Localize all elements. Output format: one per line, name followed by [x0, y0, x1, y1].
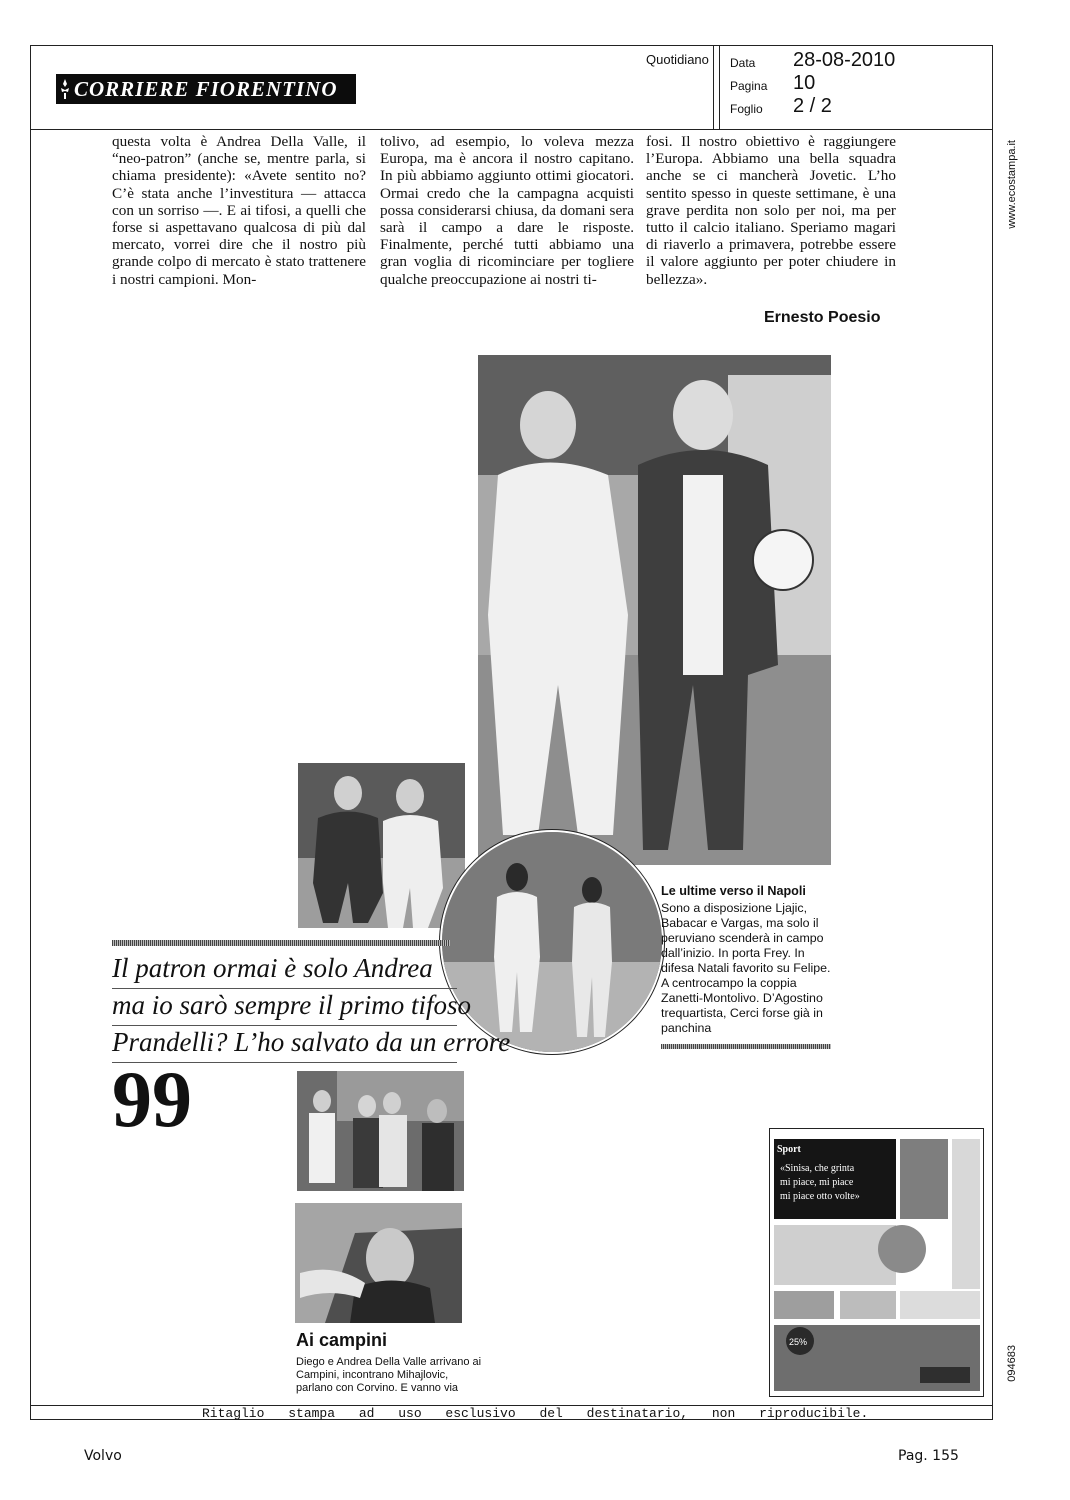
pagina-value: 10: [793, 72, 816, 94]
footer-client: Volvo: [84, 1448, 122, 1464]
article-text-2: tolivo, ad esempio, lo voleva mezza Europa, ma è ancora il nostro capitano. In più abbiamo aggiunto ottimi giocatori. Ormai credo che la campagna acquisti possa considerarsi chiusa, da domani sera sarà il campo a dare le risposte. Finalmente, perché tutti abbiamo una gran voglia di ricominciare per togliere qualche preoccupazione ai nostri ti-: [380, 133, 634, 288]
article-column-3: [646, 133, 896, 288]
foglio-value: 2 / 2: [793, 95, 832, 117]
caption-campini-text: Diego e Andrea Della Valle arrivano ai Campini, incontrano Mihajlovic, parlano con Corvino. E vanno via: [296, 1356, 482, 1394]
caption-campini-title: Ai campini: [296, 1330, 388, 1350]
quote-pattern-bar: [112, 940, 450, 946]
photo-car: [295, 1203, 462, 1323]
caption-napoli-bar: [661, 1044, 831, 1049]
quote-line-1: Il patron ormai è solo Andrea: [112, 953, 433, 983]
thumb-headline-2: mi piace, mi piace: [780, 1177, 854, 1188]
data-value: 28-08-2010: [793, 49, 896, 71]
quote-rule-2: [112, 1025, 457, 1026]
page-thumbnail: [769, 1128, 984, 1397]
publication-type: Quotidiano: [646, 52, 709, 67]
foglio-label: Foglio: [730, 102, 763, 116]
quote-rule-1: [112, 988, 457, 989]
masthead-text: CORRIERE FIORENTINO: [74, 77, 338, 101]
thumb-headline-1: «Sinisa, che grinta: [780, 1163, 855, 1174]
data-label: Data: [730, 56, 756, 70]
thumb-section: Sport: [777, 1144, 801, 1155]
article-column-2: [380, 133, 634, 288]
byline: Ernesto Poesio: [764, 309, 881, 326]
quote-line-2: ma io sarò sempre il primo tifoso: [112, 990, 472, 1020]
photo-meeting: [297, 1071, 464, 1191]
caption-napoli-text: Sono a disposizione Ljajic, Babacar e Vargas, ma solo il peruviano scenderà in campo dall’inizio. In porta Frey. In difesa Natali favorito su Felipe. A centrocampo la coppia Zanetti-Montolivo. D’Agostino trequartista, Cerci forse già in panchina: [661, 901, 831, 1035]
side-website: www.ecostampa.it: [1006, 140, 1018, 229]
caption-napoli-title: Le ultime verso il Napoli: [661, 884, 806, 898]
meta-divider-left: [713, 45, 714, 129]
article-text-3: fosi. Il nostro obiettivo è raggiungere l’Europa. Abbiamo una bella squadra anche se ci mancherà Jovetic. L’ho sentito spesso in queste settimane, è una grave perdita non solo per noi, ma per tutto il calcio italiano. Speriamo magari di riaverlo a primavera, potrebbe essere il valore aggiunto per poter chiudere in bellezza».: [646, 133, 896, 288]
header-divider: [30, 129, 993, 130]
article-column-1: [112, 133, 366, 288]
photo-della-valle-walking: [298, 763, 465, 928]
footer-disclaimer: Ritaglio stampa ad uso esclusivo del destinatario, non riproducibile.: [202, 1406, 869, 1421]
quote-line-3: Prandelli? L’ho salvato da un errore: [112, 1027, 511, 1057]
thumb-badge: 25%: [789, 1337, 808, 1347]
article-text-1: questa volta è Andrea Della Valle, il “neo-patron” (anche se, mentre parla, si chiama presidente): «Avete sentito no? C’è stata anche l’investitura — attacca con un sorriso —. E ai tifosi, a quelli che forse si aspettavano qualcosa di più dal mercato, vorrei dire che il nostro più grande colpo di mercato è stato trattenere i nostri campioni. Mon-: [112, 133, 366, 288]
footer-page-number: Pag. 155: [898, 1448, 959, 1464]
masthead-logo: [56, 74, 356, 104]
meta-divider-right: [719, 45, 720, 129]
pagina-label: Pagina: [730, 79, 768, 93]
caption-napoli: [661, 884, 836, 1036]
quotation-mark-icon: 99: [112, 1056, 192, 1144]
circle-photo-players: [440, 830, 664, 1054]
lily-logo-icon: [60, 78, 70, 100]
thumb-headline-3: mi piace otto volte»: [780, 1191, 860, 1202]
main-photo: [478, 355, 831, 865]
side-code: 094683: [1006, 1345, 1018, 1382]
